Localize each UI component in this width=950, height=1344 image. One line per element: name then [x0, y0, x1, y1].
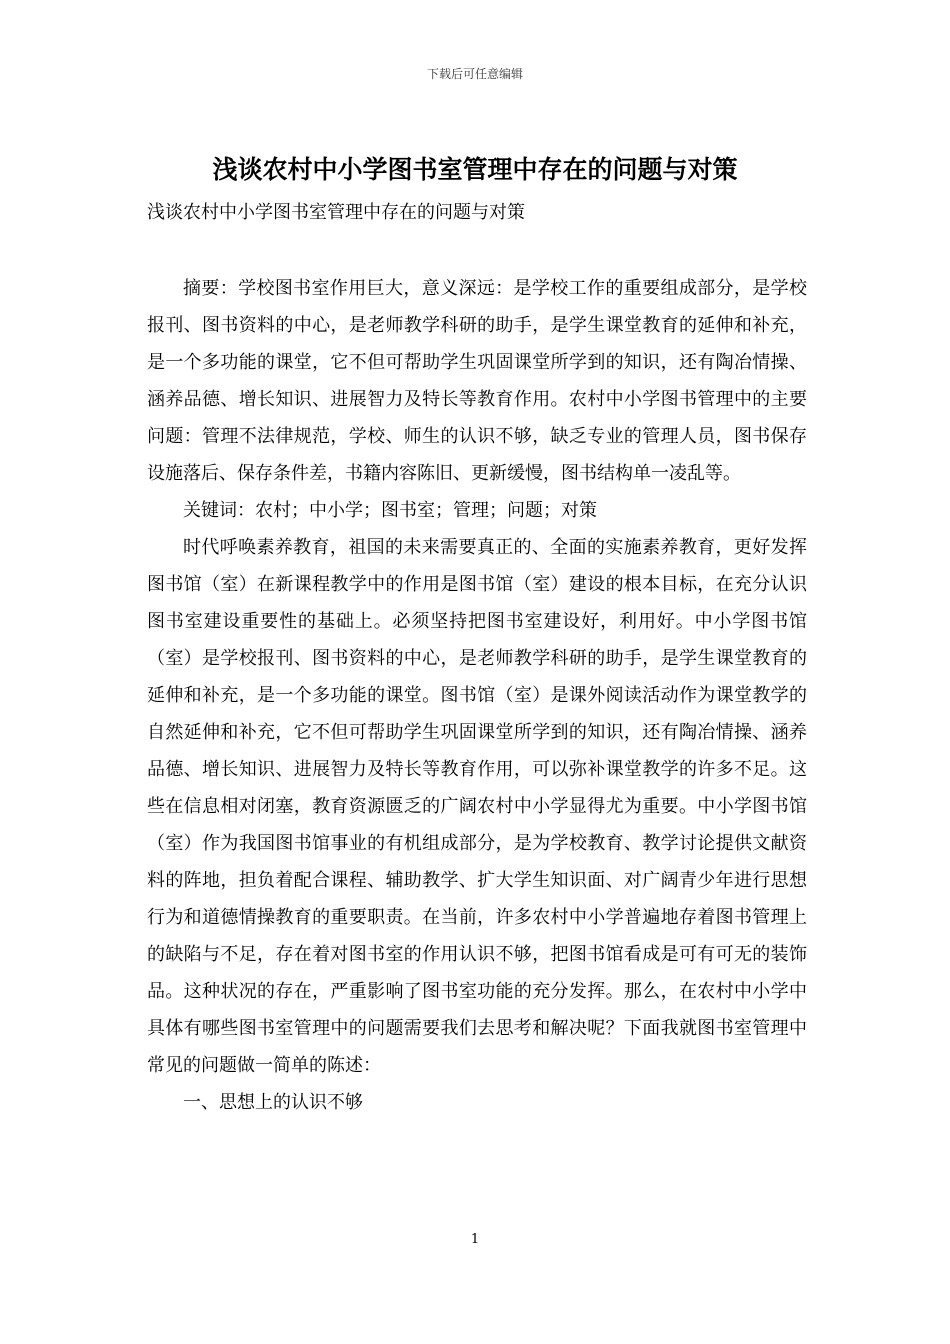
document-title: 浅谈农村中小学图书室管理中存在的问题与对策 [212, 155, 738, 184]
document-body [147, 270, 807, 1121]
header-note: 下载后可任意编辑 [426, 67, 523, 81]
abstract-paragraph: 摘要：学校图书室作用巨大，意义深远：是学校工作的重要组成部分，是学校报刊、图书资料的中心，是老师教学科研的助手，是学生课堂教育的延伸和补充，是一个多功能的课堂，它不但可帮助学生巩固课堂所学到的知识，还有陶冶情操、涵养品德、增长知识、进展智力及特长等教育作用。农村中小学图书管理中的主要问题：管理不法律规范，学校、师生的认识不够，缺乏专业的管理人员，图书保存设施落后、保存条件差，书籍内容陈旧、更新缓慢，图书结构单一凌乱等。 [147, 278, 807, 484]
intro-paragraph: 时代呼唤素养教育，祖国的未来需要真正的、全面的实施素养教育，更好发挥图书馆（室）在新课程教学中的作用是图书馆（室）建设的根本目标，在充分认识图书室建设重要性的基础上。必须坚持把图书室建设好，利用好。中小学图书馆（室）是学校报刊、图书资料的中心，是老师教学科研的助手，是学生课堂教育的延伸和补充，是一个多功能的课堂。图书馆（室）是课外阅读活动作为课堂教学的自然延伸和补充，它不但可帮助学生巩固课堂所学到的知识，还有陶冶情操、涵养品德、增长知识、进展智力及特长等教育作用，可以弥补课堂教学的许多不足。这些在信息相对闭塞，教育资源匮乏的广阔农村中小学显得尤为重要。中小学图书馆（室）作为我国图书馆事业的有机组成部分，是为学校教育、教学讨论提供文献资料的阵地，担负着配合课程、辅助教学、扩大学生知识面、对广阔青少年进行思想行为和道德情操教育的重要职责。在当前，许多农村中小学普遍地存着图书管理上的缺陷与不足，存在着对图书室的作用认识不够，把图书馆看成是可有可无的装饰品。这种状况的存在，严重影响了图书室功能的充分发挥。那么，在农村中小学中具体有哪些图书室管理中的问题需要我们去思考和解决呢？下面我就图书室管理中常见的问题做一简单的陈述： [147, 537, 807, 1076]
section-heading: 一、思想上的认识不够 [183, 1092, 363, 1113]
page-number: 1 [470, 1232, 480, 1247]
document-subtitle: 浅谈农村中小学图书室管理中存在的问题与对策 [147, 202, 525, 223]
keywords-paragraph: 关键词：农村；中小学；图书室；管理；问题；对策 [183, 500, 597, 521]
